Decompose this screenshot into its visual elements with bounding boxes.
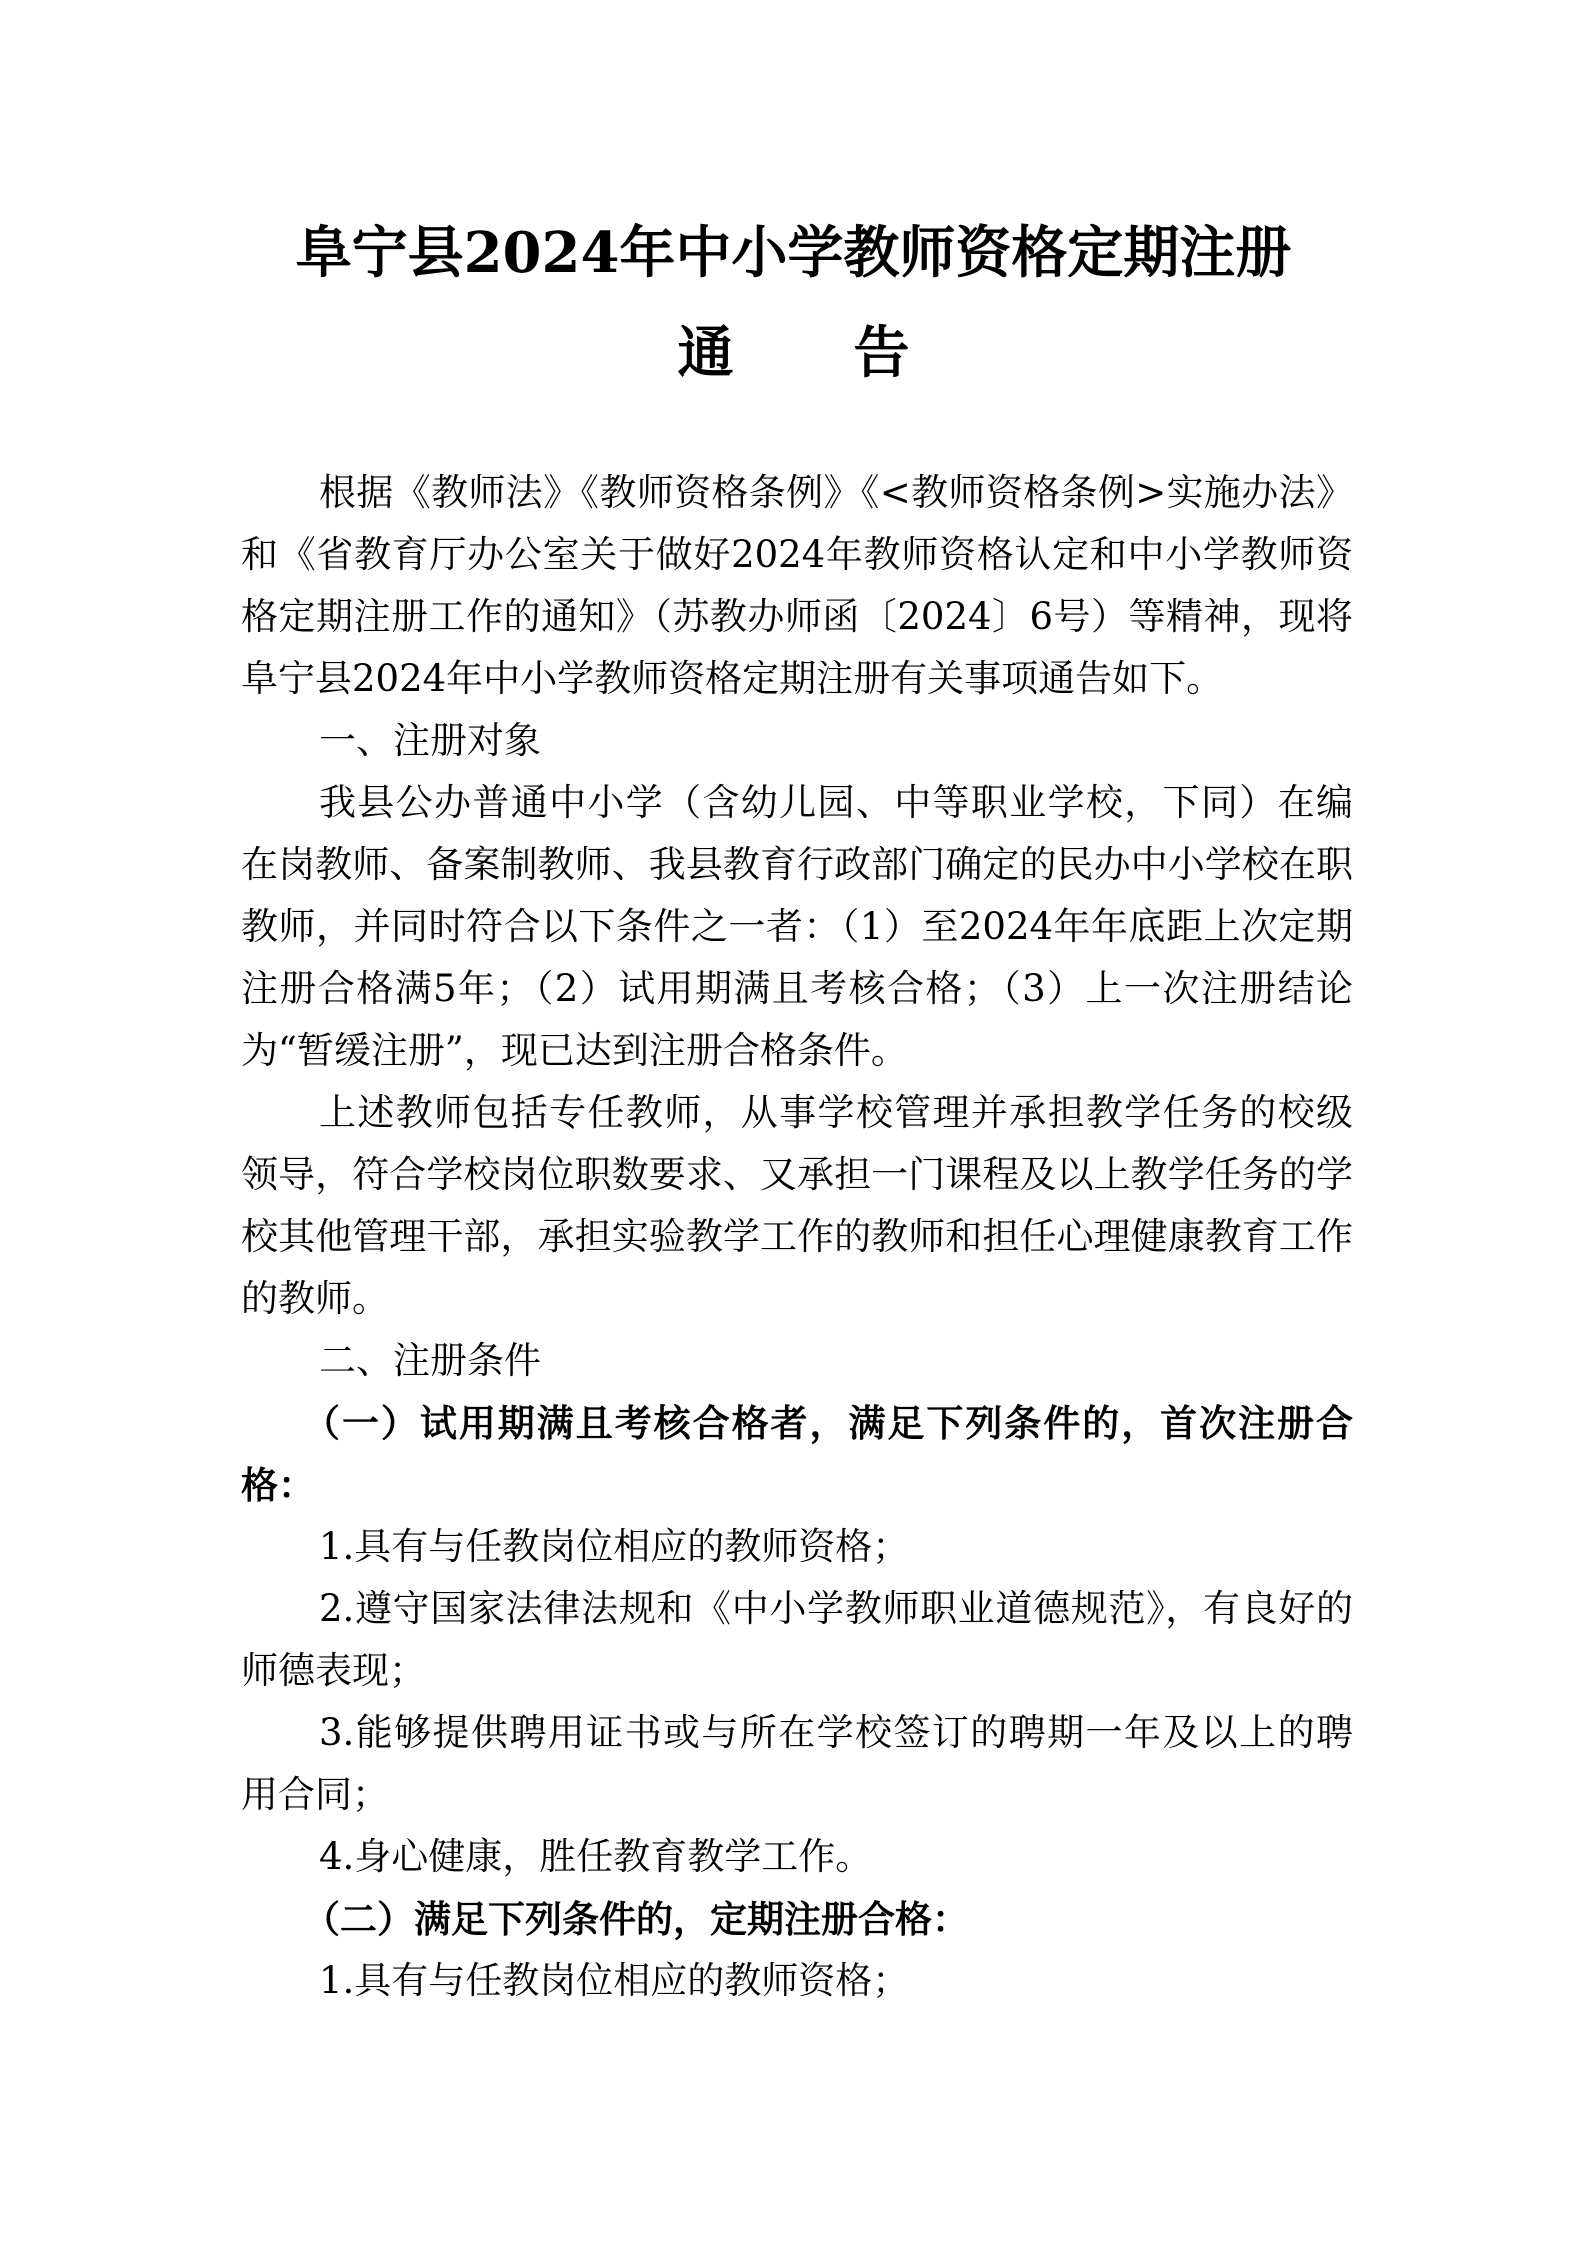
document-title-notice: 通告 [677,320,1030,386]
list-item: 3.能够提供聘用证书或与所在学校签订的聘期一年及以上的聘用合同； [241,1711,1353,1816]
document-title: 阜宁县2024年中小学教师资格定期注册 [295,220,1292,286]
section-heading-registration-target: 一、注册对象 [319,719,541,762]
registration-target-paragraph: 我县公办普通中小学（含幼儿园、中等职业学校，下同）在编在岗教师、备案制教师、我县教育行政部门确定的民办中小学校在职教师，并同时符合以下条件之一者：（1）至2024年年底距上次定期注册合格满5年；（2）试用期满且考核合格；（3）上一次注册结论为“暂缓注册”，现已达到注册合格条件。 [241,781,1353,1072]
document-body [241,462,1353,2012]
list-item: 4.身心健康，胜任教育教学工作。 [319,1835,873,1878]
subsection-heading-periodic-registration: （二）满足下列条件的，定期注册合格： [303,1897,969,1941]
list-item: 1.具有与任教岗位相应的教师资格； [319,1959,910,2002]
intro-paragraph: 根据《教师法》《教师资格条例》《<教师资格条例>实施办法》和《省教育厅办公室关于做好2024年教师资格认定和中小学教师资格定期注册工作的通知》（苏教办师函〔2024〕6号）等精神，现将阜宁县2024年中小学教师资格定期注册有关事项通告如下。 [241,471,1353,700]
subsection-heading-first-registration: （一）试用期满且考核合格者，满足下列条件的，首次注册合格： [241,1401,1353,1507]
list-item: 1.具有与任教岗位相应的教师资格； [319,1525,910,1568]
section-heading-registration-conditions: 二、注册条件 [319,1339,541,1382]
teacher-scope-paragraph: 上述教师包括专任教师，从事学校管理并承担教学任务的校级领导，符合学校岗位职数要求、又承担一门课程及以上教学任务的学校其他管理干部，承担实验教学工作的教师和担任心理健康教育工作的教师。 [241,1091,1353,1320]
list-item: 2.遵守国家法律法规和《中小学教师职业道德规范》，有良好的师德表现； [241,1587,1353,1692]
